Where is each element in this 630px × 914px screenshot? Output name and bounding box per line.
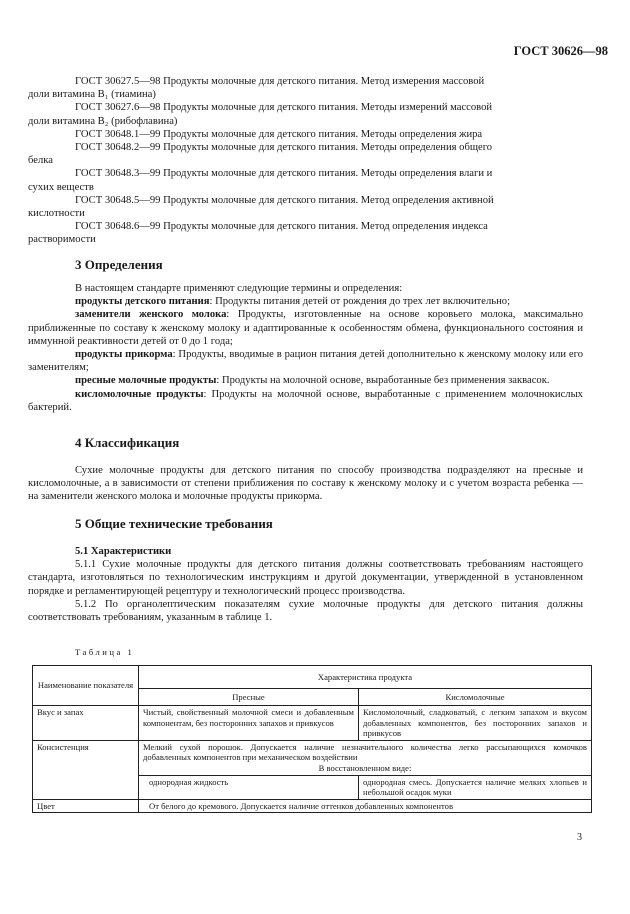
ref-title: Продукты молочные для детского питания. Метод определения активной	[163, 194, 494, 206]
section-title-definitions: 3 Определения	[75, 257, 163, 272]
table-row	[33, 740, 592, 775]
table-row	[33, 706, 592, 741]
cell-fresh: Чистый, свойственный молочной смеси и добавленным компонентам, без посторонних запахов и привкусов	[139, 706, 359, 741]
organoleptic-table	[32, 665, 592, 813]
ref-code: ГОСТ 30648.3—99	[75, 168, 161, 180]
ref-title: Продукты молочные для детского питания. Методы измерений массовой	[163, 102, 493, 114]
ref-code: ГОСТ 30648.2—99	[75, 142, 161, 154]
reference-cont: сухих веществ	[28, 181, 94, 193]
definitions-intro: В настоящем стандарте применяют следующие термины и определения:	[75, 283, 403, 294]
reference-item	[75, 194, 583, 207]
definition-item: кисломолочные продукты: Продукты на молочной основе, выработанные с применением молочнокислых бактерий.	[28, 388, 583, 413]
classification-text: Сухие молочные продукты для детского питания по способу производства подразделяют на пресные и кисломолочные, а в зависимости от степени приближения по составу к женскому молоку и с учетом возраста ребенка — на заменители женского молока и молочные продукты прикорма.	[28, 465, 583, 503]
paragraph-5-1-1: 5.1.1 Сухие молочные продукты для детского питания должны соответствовать требованиям настоящего стандарта, изготовляться по технологическим инструкциям и другой документации, утвержденной в установленном порядке и регламентирующей рецептуру и технологический процесс производства.	[28, 559, 583, 597]
table-header-row	[33, 666, 592, 689]
header-indicator: Наименование показателя	[33, 666, 139, 706]
classification-body	[28, 464, 583, 504]
reference-item	[75, 101, 583, 114]
header-fresh: Пресные	[139, 689, 359, 706]
header-sour: Кисломолочные	[359, 689, 592, 706]
reference-item	[75, 128, 583, 141]
ref-code: ГОСТ 30627.5—98	[75, 76, 161, 87]
table-caption: Таблица 1	[75, 647, 135, 657]
cell-fresh: однородная жидкость	[139, 775, 359, 799]
requirements-body	[28, 545, 583, 624]
cell-sour: однородная смесь. Допускается наличие мелких хлопьев и небольшой осадок муки	[359, 775, 592, 799]
definition-item: заменители женского молока: Продукты, изготовленные на основе коровьего молока, максимально приближенные по составу к женскому молоку и адаптированные к особенностям обмена, функционального состояния и иммунной реактивности детей от 0 до 1 года;	[28, 309, 583, 347]
reference-item	[75, 75, 583, 88]
cell-indicator: Консистенция	[33, 740, 139, 799]
definitions-body	[28, 282, 583, 414]
reference-cont: доли витамина B₂ (рибофлавина)	[28, 115, 178, 127]
definition-item: продукты детского питания: Продукты питания детей от рождения до трех лет включительно;	[75, 296, 511, 308]
cell-common: Мелкий сухой порошок. Допускается наличие незначительного количества легко рассыпающихся комочков добавленных компонентов при механическом воздействии В восстановленном виде:	[139, 740, 592, 775]
definition-item: пресные молочные продукты: Продукты на молочной основе, выработанные без применения заквасок.	[75, 375, 550, 387]
ref-title: Продукты молочные для детского питания. Метод определения индекса	[163, 221, 488, 233]
cell-sour: Кисломолочный, сладковатый, с легким запахом и вкусом добавленных компонентов, без посторонних запахов и привкусов	[359, 706, 592, 741]
reference-list	[28, 75, 583, 247]
section-title-requirements: 5 Общие технические требования	[75, 516, 273, 531]
reference-cont: кислотности	[28, 208, 85, 220]
cell-indicator: Цвет	[33, 799, 139, 813]
table-row	[33, 799, 592, 813]
cell-common: От белого до кремового. Допускается наличие оттенков добавленных компонентов	[139, 799, 592, 813]
cell-indicator: Вкус и запах	[33, 706, 139, 741]
ref-code: ГОСТ 30648.1—99	[75, 128, 161, 140]
reference-cont: растворимости	[28, 234, 96, 246]
standard-header: ГОСТ 30626—98	[513, 44, 608, 58]
header-characteristic: Характеристика продукта	[139, 666, 592, 689]
ref-title: Продукты молочные для детского питания. Методы определения общего	[163, 142, 493, 154]
subsection-title: 5.1 Характеристики	[75, 546, 172, 557]
reference-item	[75, 220, 583, 233]
ref-title: Продукты молочные для детского питания. Методы определения жира	[163, 128, 483, 140]
ref-title: Продукты молочные для детского питания. Метод измерения массовой	[163, 76, 485, 87]
restored-label: В восстановленном виде:	[318, 762, 412, 773]
reference-cont: белка	[28, 155, 53, 167]
reference-item	[75, 167, 583, 180]
ref-code: ГОСТ 30627.6—98	[75, 102, 161, 114]
ref-code: ГОСТ 30648.5—99	[75, 194, 161, 206]
ref-title: Продукты молочные для детского питания. Методы определения влаги и	[163, 168, 493, 180]
page-number: 3	[577, 832, 582, 843]
reference-item	[75, 141, 583, 154]
section-title-classification: 4 Классификация	[75, 435, 180, 450]
paragraph-5-1-2: 5.1.2 По органолептическим показателям сухие молочные продукты для детского питания должны соответствовать требованиям, указанным в таблице 1.	[28, 598, 583, 624]
definition-item: продукты прикорма: Продукты, вводимые в рацион питания детей дополнительно к женскому молоку или его заменителям;	[28, 349, 583, 374]
ref-code: ГОСТ 30648.6—99	[75, 221, 161, 233]
reference-cont: доли витамина B₁ (тиамина)	[28, 89, 156, 101]
